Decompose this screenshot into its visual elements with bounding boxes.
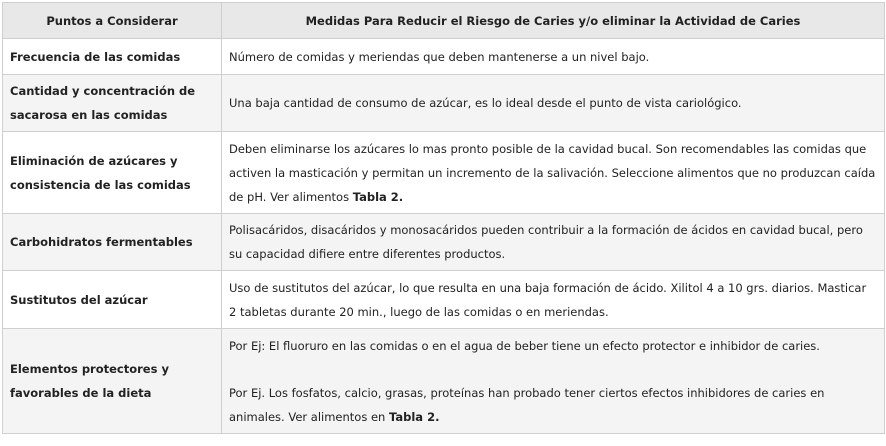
table-row — [3, 75, 885, 132]
table-row — [3, 271, 885, 329]
table-row — [3, 132, 885, 214]
column-header-points: Puntos a Considerar — [3, 3, 222, 39]
caries-measures-table — [2, 2, 885, 434]
table-header-row — [3, 3, 885, 39]
row-label: Carbohidratos fermentables — [3, 214, 222, 271]
table-row — [3, 39, 885, 75]
table-reference: Tabla 2. — [389, 409, 440, 424]
row-measure: Polisacáridos, disacáridos y monosacáridos pueden contribuir a la formación de ácidos en cavidad bucal, pero su capacidad difiere entre diferentes productos. — [222, 214, 885, 271]
table-row — [3, 214, 885, 271]
column-header-measures: Medidas Para Reducir el Riesgo de Caries y/o eliminar la Actividad de Caries — [222, 3, 885, 39]
row-measure: Uso de sustitutos del azúcar, lo que resulta en una baja formación de ácido. Xilitol 4 a 10 grs. diarios. Masticar 2 tabletas durante 20 min., luego de las comidas o en meriendas. — [222, 271, 885, 329]
row-measure-text: Deben eliminarse los azúcares lo mas pronto posible de la cavidad bucal. Son recomendables las comidas que activen la masticación y permitan un incremento de la salivación. Seleccione alimentos que no produzcan caída de pH. Ver alimentos — [229, 141, 876, 204]
table-reference: Tabla 2. — [352, 189, 404, 204]
row-measure: Número de comidas y meriendas que deben mantenerse a un nivel bajo. — [222, 39, 885, 75]
row-measure-text: Por Ej: El fluoruro en las comidas o en el agua de beber tiene un efecto protector e inhibidor de caries. — [229, 338, 820, 353]
row-label: Elementos protectores y favorables de la dieta — [3, 329, 222, 434]
row-label: Sustitutos del azúcar — [3, 271, 222, 329]
table-row — [3, 329, 885, 434]
row-measure-text: Por Ej. Los fosfatos, calcio, grasas, proteínas han probado tener ciertos efectos inhibidores de caries en animales. Ver alimentos en — [229, 385, 825, 424]
row-label: Cantidad y concentración de sacarosa en las comidas — [3, 75, 222, 132]
row-label: Frecuencia de las comidas — [3, 39, 222, 75]
row-measure — [222, 329, 885, 434]
paragraph-gap — [229, 358, 877, 381]
row-measure — [222, 132, 885, 214]
row-measure: Una baja cantidad de consumo de azúcar, es lo ideal desde el punto de vista cariológico. — [222, 75, 885, 132]
row-label: Eliminación de azúcares y consistencia de las comidas — [3, 132, 222, 214]
